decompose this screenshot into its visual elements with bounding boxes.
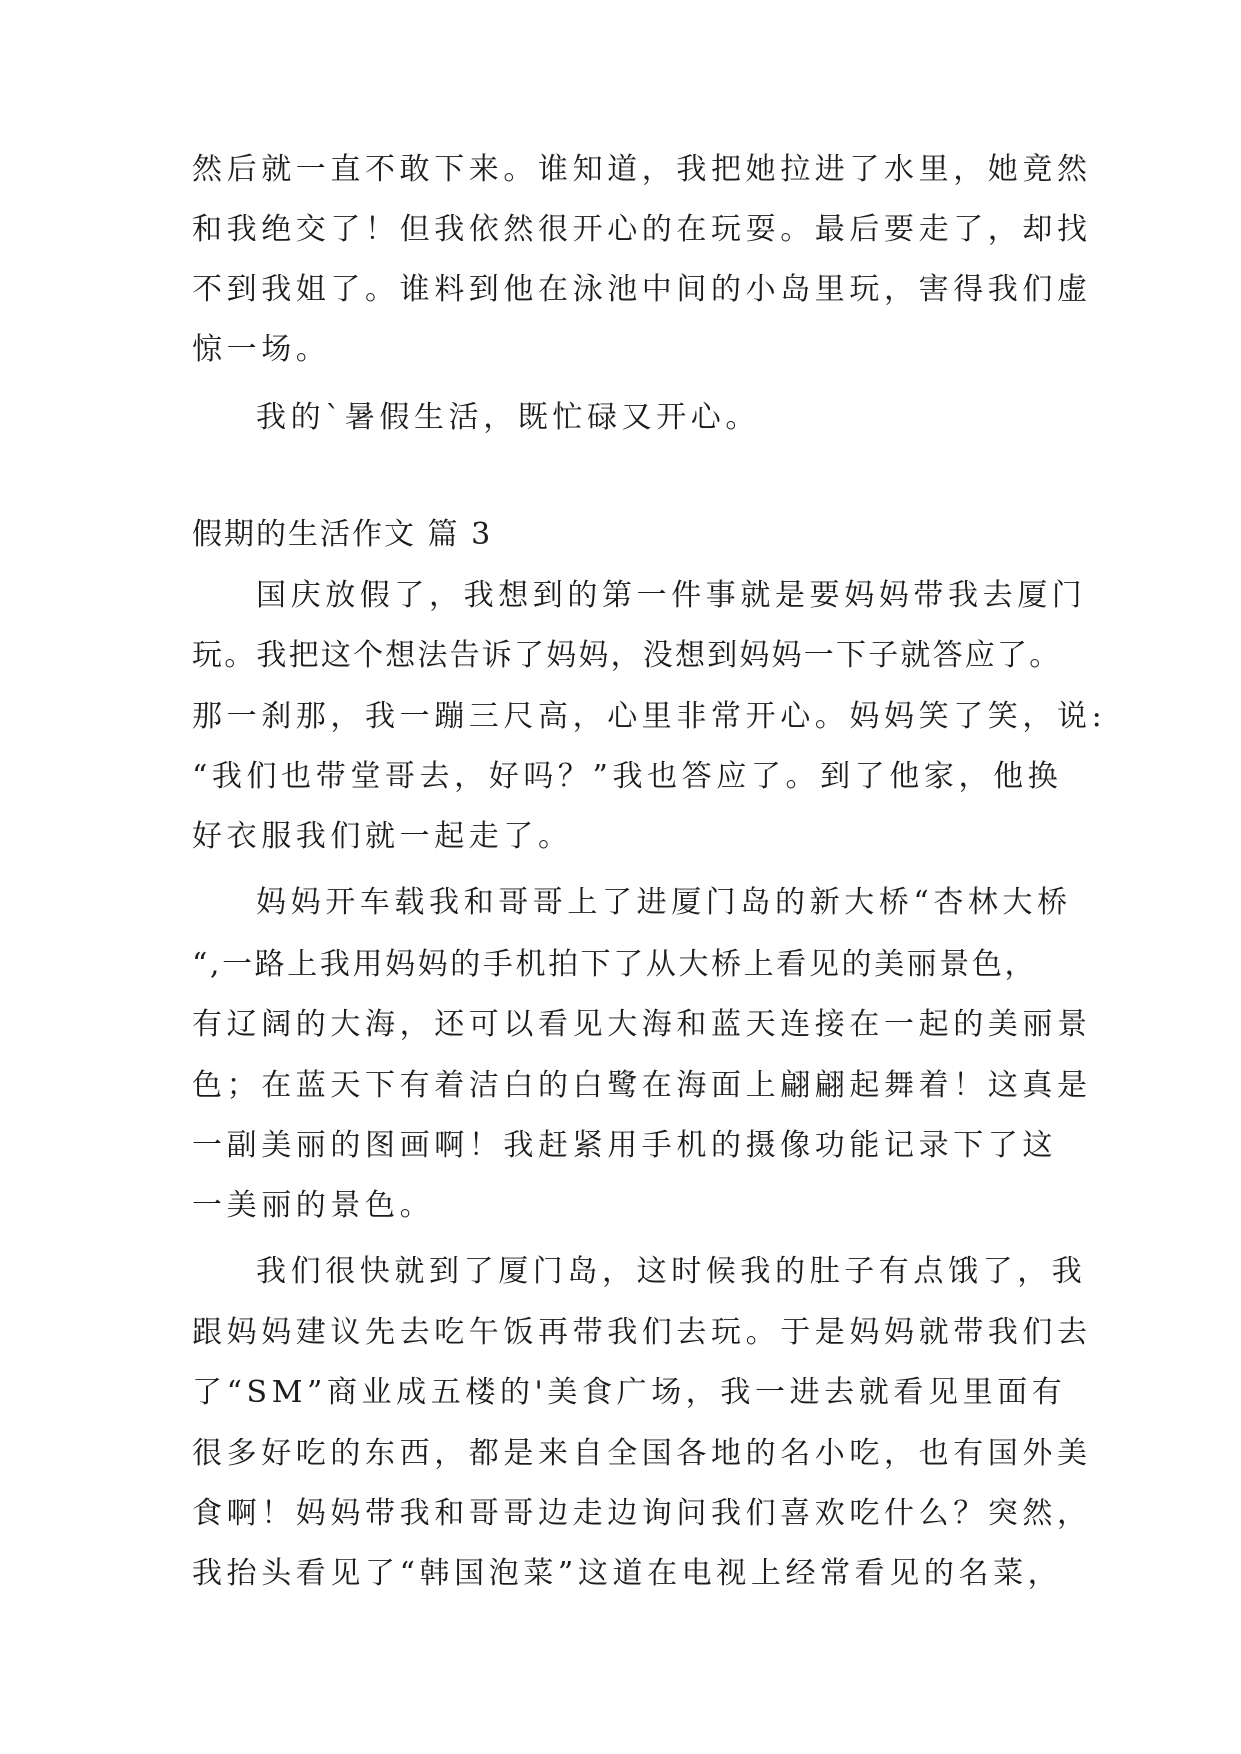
section-title: 假期的生活作文 篇 3	[192, 517, 493, 552]
text-line: 跟妈妈建议先去吃午饭再带我们去玩。于是妈妈就带我们去	[192, 1315, 1092, 1350]
text-line: 一美丽的景色。	[192, 1188, 435, 1223]
text-line: 了“SM”商业成五楼的'美食广场，我一进去就看见里面有	[192, 1375, 1067, 1410]
text-line: 很多好吃的东西，都是来自全国各地的名小吃，也有国外美	[192, 1436, 1092, 1471]
text-line: 有辽阔的大海，还可以看见大海和蓝天连接在一起的美丽景	[192, 1007, 1092, 1042]
text-line: 然后就一直不敢下来。谁知道，我把她拉进了水里，她竟然	[192, 152, 1092, 187]
text-line: 食啊！妈妈带我和哥哥边走边询问我们喜欢吃什么？突然，	[192, 1496, 1092, 1531]
text-line: 我们很快就到了厦门岛，这时候我的肚子有点饿了，我	[256, 1254, 1087, 1289]
text-line: 我的`暑假生活，既忙碌又开心。	[256, 400, 760, 435]
text-line: 玩。我把这个想法告诉了妈妈，没想到妈妈一下子就答应了。	[192, 638, 1062, 673]
text-line: 惊一场。	[192, 332, 331, 367]
text-line: 色；在蓝天下有着洁白的白鹭在海面上翩翩起舞着！这真是	[192, 1068, 1092, 1103]
text-line: “我们也带堂哥去，好吗？”我也答应了。到了他家，他换	[192, 759, 1063, 794]
text-line: 妈妈开车载我和哥哥上了进厦门岛的新大桥“杏林大桥	[256, 885, 1072, 920]
text-line: 和我绝交了！但我依然很开心的在玩耍。最后要走了，却找	[192, 212, 1092, 247]
text-line: 我抬头看见了“韩国泡菜”这道在电视上经常看见的名菜，	[192, 1556, 1063, 1591]
text-line: 不到我姐了。谁料到他在泳池中间的小岛里玩，害得我们虚	[192, 272, 1092, 307]
text-line: 好衣服我们就一起走了。	[192, 819, 573, 854]
text-line: 一副美丽的图画啊！我赶紧用手机的摄像功能记录下了这	[192, 1128, 1057, 1163]
text-line: 那一刹那，我一蹦三尺高，心里非常开心。妈妈笑了笑，说:	[192, 699, 1107, 734]
text-line: 国庆放假了，我想到的第一件事就是要妈妈带我去厦门	[256, 578, 1087, 613]
text-line: “,一路上我用妈妈的手机拍下了从大桥上看见的美丽景色，	[192, 947, 1038, 982]
